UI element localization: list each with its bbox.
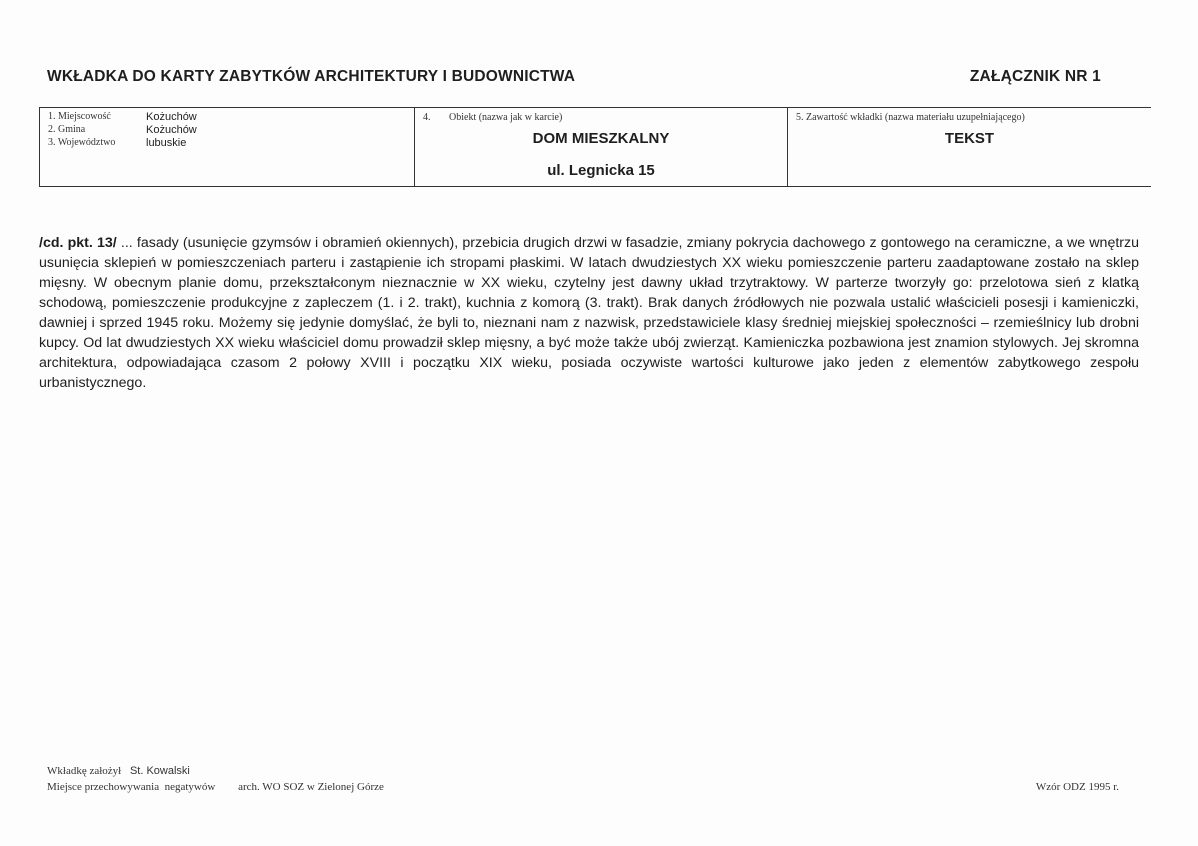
locality-row xyxy=(48,111,197,123)
storage-line xyxy=(47,781,384,793)
locality-value: Kożuchów xyxy=(146,111,197,123)
page-title: WKŁADKA DO KARTY ZABYTKÓW ARCHITEKTURY I BUDOWNICTWA xyxy=(47,68,576,85)
annex-number: ZAŁĄCZNIK NR 1 xyxy=(969,68,1101,85)
storage-value: arch. WO SOZ w Zielonej Górze xyxy=(238,781,384,793)
object-cell xyxy=(415,108,788,186)
commune-value: Kożuchów xyxy=(146,124,197,136)
location-cell xyxy=(40,108,415,186)
commune-row xyxy=(48,124,197,136)
object-number: 4. xyxy=(423,112,431,123)
object-name: DOM MIESZKALNY xyxy=(532,130,670,147)
body-text xyxy=(39,233,1139,393)
info-table xyxy=(39,107,1151,187)
storage-label: Miejsce przechowywania negatywów xyxy=(47,781,216,793)
object-address: ul. Legnicka 15 xyxy=(547,162,655,179)
author-value: St. Kowalski xyxy=(129,765,190,777)
voivodeship-row xyxy=(48,137,186,149)
form-template: Wzór ODZ 1995 r. xyxy=(1035,781,1119,793)
body-lead: /cd. pkt. 13/ xyxy=(39,235,117,251)
author-label: Wkładkę założył xyxy=(47,765,122,777)
commune-label: 2. Gmina xyxy=(48,124,86,135)
object-label-text: Obiekt (nazwa jak w karcie) xyxy=(449,112,563,123)
voivodeship-label: 3. Województwo xyxy=(48,137,116,148)
locality-label: 1. Miejscowość xyxy=(48,111,111,122)
contents-cell xyxy=(788,108,1151,186)
contents-label: 5. Zawartość wkładki (nazwa materiału uzupełniającego) xyxy=(796,112,1025,123)
voivodeship-value: lubuskie xyxy=(146,137,187,149)
object-label xyxy=(423,112,562,123)
contents-value: TEKST xyxy=(944,130,995,147)
author-line xyxy=(47,765,190,777)
body-paragraph: ... fasady (usunięcie gzymsów i obramień okiennych), przebicia drugich drzwi w fasadzie, zmiany pokrycia dachowego z gontowego na ceramiczne, a we wnętrzu usunięcia sklepień w pomieszczeniach parteru i zastąpienie ich stropami płaskimi. W latach dwudziestych XX wieku pomieszczenie parteru zaadaptowane zostało na sklep mięsny. W obecnym planie domu, przekształconym nieznacznie w XX wieku, czytelny jest dawny układ trzytraktowy. W parterze tworzyły go: przelotowa sień z klatką schodową, pomieszczenie produkcyjne z zapleczem (1. i 2. trakt), kuchnia z komorą (3. trakt). Brak danych źródłowych nie pozwala ustalić właścicieli posesji i kamieniczki, dawniej i sprzed 1945 roku. Możemy się jedynie domyślać, że byli to, nieznani nam z nazwisk, przedstawiciele klasy średniej miejskiej społeczności – rzemieślnicy lub drobni kupcy. Od lat dwudziestych XX wieku właściciel domu prowadził sklep mięsny, a być może także ubój zwierząt. Kamieniczka pozbawiona jest znamion stylowych. Jej skromna architektura, odpowiadająca czasom 2 połowy XVIII i początku XIX wieku, posiada oczywiste wartości kulturowe jako jeden z elementów zabytkowego zespołu urbanistycznego. xyxy=(39,235,1139,391)
